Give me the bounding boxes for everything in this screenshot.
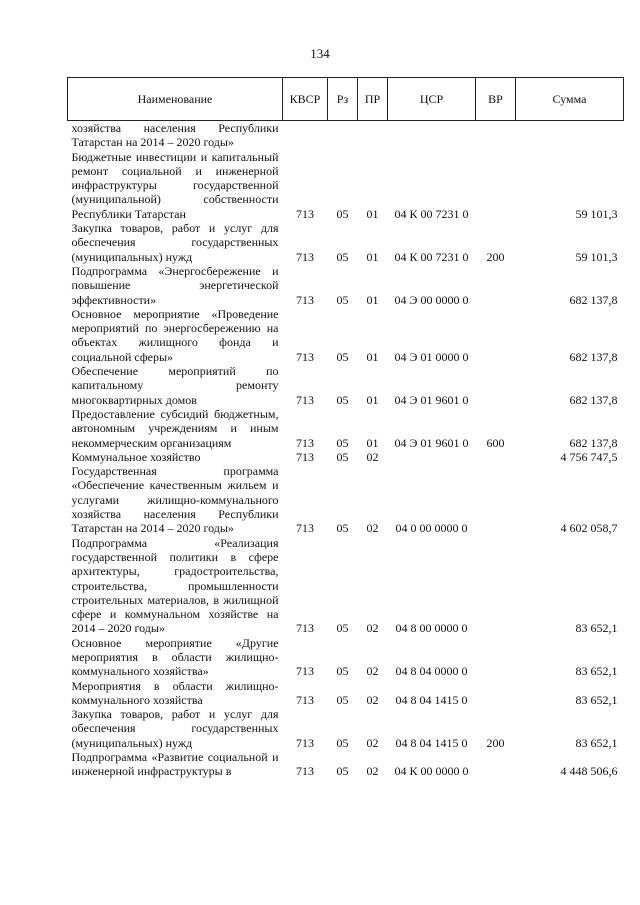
- cell-sum: 682 137,8: [569, 435, 618, 450]
- cell-rz: 05: [336, 664, 349, 679]
- cell-name: Основное мероприятие «Другие мероприятия в области жилищно-коммунального хозяйства»: [71, 635, 279, 679]
- table-header: [68, 78, 624, 121]
- cell-kvsr: 713: [296, 764, 314, 779]
- cell-name: Подпрограмма «Реализация государственной политики в сфере архитектуры, градостроительства, строительства, промышленности строительных материалов, в жилищной сфере и коммунальном хозяйстве на 2014 – 2020 годы»: [71, 535, 279, 636]
- cell-pr: 01: [366, 392, 379, 407]
- cell-vr: [476, 364, 516, 407]
- cell-rz: 05: [336, 521, 349, 536]
- cell-kvsr: 713: [296, 292, 314, 307]
- cell-kvsr: 713: [296, 664, 314, 679]
- cell-kvsr: [283, 121, 328, 150]
- cell-csr: 04 8 04 1415 0: [395, 692, 468, 707]
- cell-kvsr: 713: [296, 435, 314, 450]
- cell-rz: 05: [336, 249, 349, 264]
- cell-name: хозяйства населения Республики Татарстан на 2014 – 2020 годы»: [71, 121, 279, 150]
- table-row: [68, 707, 624, 750]
- cell-sum: 4 448 506,6: [560, 764, 618, 779]
- cell-rz: 05: [336, 449, 349, 464]
- cell-vr: [476, 307, 516, 364]
- cell-name: Подпрограмма «Развитие социальной и инженерной инфраструктуры в: [71, 750, 279, 779]
- cell-pr: 01: [366, 249, 379, 264]
- cell-kvsr: 713: [296, 735, 314, 750]
- cell-name: Мероприятия в области жилищно-коммунального хозяйства: [71, 678, 279, 707]
- header-rz: Рз: [328, 78, 358, 121]
- cell-sum: 682 137,8: [569, 349, 618, 364]
- cell-csr: [388, 450, 476, 464]
- header-kvsr: КВСР: [283, 78, 328, 121]
- cell-kvsr: 713: [296, 249, 314, 264]
- table-row: [68, 364, 624, 407]
- cell-sum: 4 756 747,5: [560, 449, 618, 464]
- cell-kvsr: 713: [296, 521, 314, 536]
- cell-sum: [516, 121, 624, 150]
- table-row: [68, 536, 624, 636]
- cell-sum: 83 652,1: [575, 692, 618, 707]
- cell-name: Подпрограмма «Энергосбережение и повышение энергетической эффективности»: [71, 263, 279, 307]
- cell-csr: 04 Э 01 0000 0: [394, 349, 469, 364]
- cell-vr: [476, 636, 516, 679]
- cell-csr: 04 Э 01 9601 0: [394, 435, 469, 450]
- cell-pr: 02: [366, 735, 379, 750]
- cell-rz: 05: [336, 735, 349, 750]
- table-row: [68, 264, 624, 307]
- cell-pr: 01: [366, 349, 379, 364]
- cell-pr: 02: [366, 621, 379, 636]
- cell-vr: [476, 121, 516, 150]
- cell-pr: 02: [366, 521, 379, 536]
- cell-csr: 04 8 04 0000 0: [395, 664, 468, 679]
- cell-csr: 04 К 00 7231 0: [394, 249, 469, 264]
- cell-pr: 01: [366, 292, 379, 307]
- cell-sum: 83 652,1: [575, 735, 618, 750]
- cell-name: Закупка товаров, работ и услуг для обеспечения государственных (муниципальных) нужд: [71, 221, 279, 264]
- cell-vr: [476, 264, 516, 307]
- cell-rz: 05: [336, 692, 349, 707]
- budget-table: [67, 77, 624, 779]
- cell-name: Государственная программа «Обеспечение качественным жильем и услугами жилищно-коммунального хозяйства населения Республики Татарстан на 2014 – 2020 годы»: [71, 464, 279, 536]
- table-row: [68, 450, 624, 464]
- table-row: [68, 464, 624, 535]
- cell-rz: 05: [336, 392, 349, 407]
- page-number: 134: [310, 46, 330, 61]
- cell-name: Бюджетные инвестиции и капитальный ремонт социальной и инженерной инфраструктуры государственной (муниципальной) собственности Республики Татарстан: [71, 149, 279, 221]
- cell-name: Коммунальное хозяйство: [71, 449, 201, 464]
- cell-kvsr: 713: [296, 692, 314, 707]
- header-csr: ЦСР: [388, 78, 476, 121]
- cell-vr: [476, 536, 516, 636]
- cell-vr: [476, 750, 516, 779]
- header-sum: Сумма: [516, 78, 624, 121]
- header-pr: ПР: [358, 78, 388, 121]
- table-row: [68, 750, 624, 779]
- header-vr: ВР: [476, 78, 516, 121]
- cell-rz: 05: [336, 621, 349, 636]
- cell-sum: 83 652,1: [575, 621, 618, 636]
- cell-pr: 02: [366, 664, 379, 679]
- cell-kvsr: 713: [296, 349, 314, 364]
- cell-rz: [328, 121, 358, 150]
- cell-rz: 05: [336, 764, 349, 779]
- table-row: [68, 121, 624, 150]
- cell-sum: 4 602 058,7: [560, 521, 618, 536]
- cell-name: Закупка товаров, работ и услуг для обеспечения государственных (муниципальных) нужд: [71, 707, 279, 750]
- cell-name: Обеспечение мероприятий по капитальному ремонту многоквартирных домов: [71, 364, 279, 407]
- cell-vr: [476, 150, 516, 221]
- cell-kvsr: 713: [296, 392, 314, 407]
- table-row: [68, 679, 624, 708]
- cell-pr: 02: [366, 449, 379, 464]
- cell-vr: 200: [486, 735, 505, 750]
- cell-pr: 01: [366, 435, 379, 450]
- cell-pr: [358, 121, 388, 150]
- table-body: [68, 121, 624, 779]
- cell-vr: [476, 450, 516, 464]
- cell-pr: 01: [366, 206, 379, 221]
- cell-vr: [476, 679, 516, 708]
- cell-csr: 04 К 00 7231 0: [394, 206, 469, 221]
- cell-rz: 05: [336, 206, 349, 221]
- cell-sum: 59 101,3: [575, 249, 618, 264]
- cell-csr: 04 Э 01 9601 0: [394, 392, 469, 407]
- cell-csr: 04 8 00 0000 0: [395, 621, 468, 636]
- cell-rz: 05: [336, 349, 349, 364]
- cell-kvsr: 713: [296, 449, 314, 464]
- cell-sum: 682 137,8: [569, 392, 618, 407]
- cell-vr: 600: [486, 435, 505, 450]
- cell-csr: 04 К 00 0000 0: [394, 764, 469, 779]
- table-row: [68, 150, 624, 221]
- cell-pr: 02: [366, 764, 379, 779]
- cell-sum: 83 652,1: [575, 664, 618, 679]
- cell-rz: 05: [336, 292, 349, 307]
- table-row: [68, 307, 624, 364]
- cell-csr: 04 8 04 1415 0: [395, 735, 468, 750]
- cell-name: Предоставление субсидий бюджетным, автономным учреждениям и иным некоммерческим организациям: [71, 406, 279, 450]
- cell-pr: 02: [366, 692, 379, 707]
- table-row: [68, 221, 624, 264]
- table-row: [68, 407, 624, 450]
- table-row: [68, 636, 624, 679]
- cell-sum: 59 101,3: [575, 206, 618, 221]
- cell-csr: 04 0 00 0000 0: [395, 521, 468, 536]
- cell-csr: [388, 121, 476, 150]
- header-name: Наименование: [68, 78, 283, 121]
- cell-vr: 200: [486, 249, 505, 264]
- cell-name: Основное мероприятие «Проведение мероприятий по энергосбережению на объектах жилищного фонда и социальной сферы»: [71, 306, 279, 364]
- cell-kvsr: 713: [296, 621, 314, 636]
- cell-sum: 682 137,8: [569, 292, 618, 307]
- cell-csr: 04 Э 00 0000 0: [394, 292, 469, 307]
- cell-kvsr: 713: [296, 206, 314, 221]
- cell-vr: [476, 464, 516, 535]
- cell-rz: 05: [336, 435, 349, 450]
